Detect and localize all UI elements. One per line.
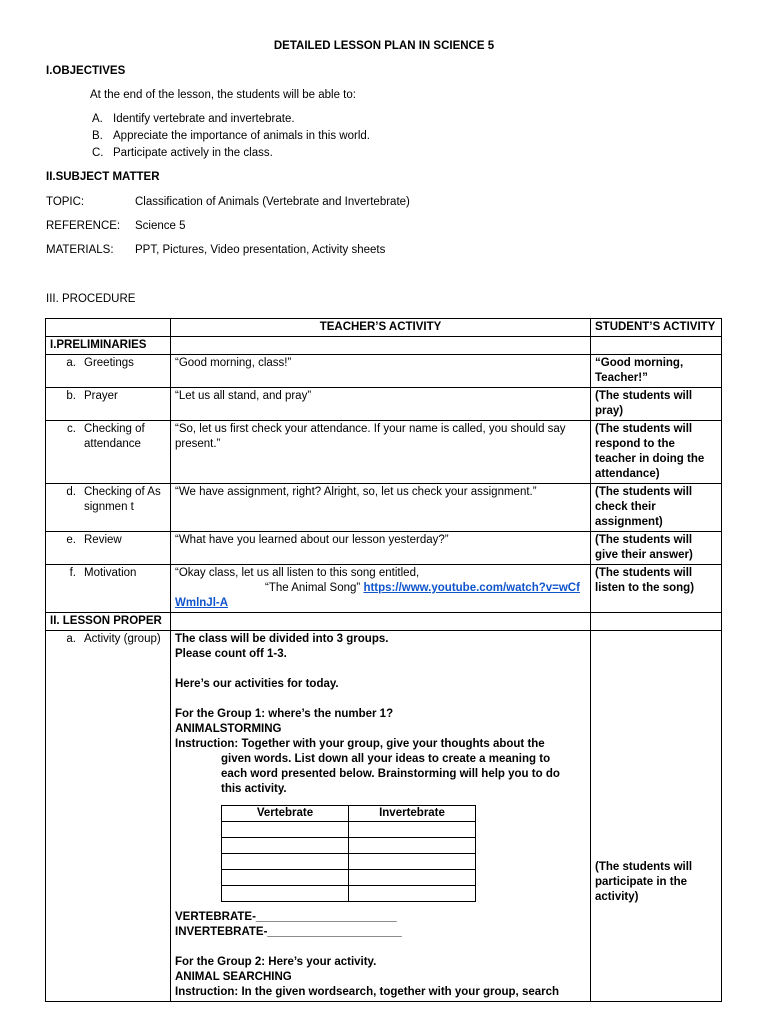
- activity-line: Here’s our activities for today.: [175, 678, 339, 690]
- header-blank-cell: [46, 319, 171, 337]
- reference-value: Science 5: [135, 220, 186, 232]
- objectives-heading: I.OBJECTIVES: [46, 65, 126, 77]
- step-letter: a.: [66, 633, 76, 645]
- step-label: Checking of Assignmen t: [84, 486, 161, 513]
- step-label: Greetings: [84, 357, 134, 369]
- blank-cell: [222, 886, 349, 902]
- step-letter: b.: [66, 390, 76, 402]
- step-label: Activity (group): [84, 633, 161, 645]
- student-activity-header: STUDENT’S ACTIVITY: [591, 319, 722, 337]
- procedure-table: [45, 318, 722, 1002]
- teacher-cell: [171, 565, 591, 613]
- student-cell: (The students will give their answer): [591, 532, 722, 565]
- blank-cell: [222, 822, 349, 838]
- student-cell: (The students will check their assignment): [591, 484, 722, 532]
- blank-cell: [349, 838, 476, 854]
- teacher-cell: “What have you learned about our lesson yesterday?”: [171, 532, 591, 565]
- activity-line: Please count off 1-3.: [175, 648, 287, 660]
- teacher-activity-header: TEACHER’S ACTIVITY: [171, 319, 591, 337]
- table-row: [46, 484, 722, 532]
- document-title: DETAILED LESSON PLAN IN SCIENCE 5: [273, 40, 495, 52]
- group2-line: For the Group 2: Here’s your activity.: [175, 956, 377, 968]
- objective-text: Participate actively in the class.: [113, 147, 273, 159]
- group2-title: ANIMAL SEARCHING: [175, 971, 292, 983]
- step-letter: d.: [66, 486, 76, 498]
- instruction-text: Together with your group, give your thoughts about the: [241, 738, 545, 750]
- group1-title: ANIMALSTORMING: [175, 723, 282, 735]
- step-letter: e.: [66, 534, 76, 546]
- blank-cell: [222, 870, 349, 886]
- song-title: “The Animal Song”: [265, 582, 361, 594]
- step-letter: f.: [69, 567, 76, 579]
- teacher-cell: “We have assignment, right? Alright, so, let us check your assignment.”: [171, 484, 591, 532]
- motivation-line: “Okay class, let us all listen to this song entitled,: [175, 567, 420, 579]
- table-row: [46, 532, 722, 565]
- objective-text: Appreciate the importance of animals in this world.: [113, 130, 370, 142]
- topic-label: TOPIC:: [46, 196, 85, 208]
- lesson-proper-heading: II. LESSON PROPER: [46, 613, 171, 631]
- blank-cell: [349, 886, 476, 902]
- student-cell: (The students will pray): [591, 388, 722, 421]
- invertebrate-header: Invertebrate: [349, 806, 476, 822]
- activity-row: [46, 631, 722, 1002]
- teacher-cell: “Let us all stand, and pray”: [171, 388, 591, 421]
- objectives-intro: At the end of the lesson, the students will be able to:: [90, 89, 356, 101]
- objective-letter: A.: [92, 113, 103, 125]
- instruction-text: In the given wordsearch, together with your group, search: [241, 986, 560, 998]
- preliminaries-heading: I.PRELIMINARIES: [46, 337, 171, 355]
- objective-letter: B.: [92, 130, 103, 142]
- step-letter: c.: [67, 423, 76, 435]
- motivation-row: [46, 565, 722, 613]
- procedure-heading: III. PROCEDURE: [46, 293, 136, 305]
- brainstorm-table: [221, 805, 476, 902]
- vertebrate-blank: VERTEBRATE-______________________: [175, 911, 397, 923]
- objective-text: Identify vertebrate and invertebrate.: [113, 113, 295, 125]
- group1-line: For the Group 1: where’s the number 1?: [175, 708, 394, 720]
- invertebrate-blank: INVERTEBRATE-_____________________: [175, 926, 402, 938]
- song-link[interactable]: https://www.youtube.com/watch?v=wCfWmlnJl-A: [175, 582, 580, 609]
- step-label: Checking of attendance: [84, 423, 145, 450]
- student-cell: (The students will participate in the activity): [595, 861, 693, 903]
- table-row: [46, 355, 722, 388]
- student-cell: (The students will respond to the teacher in doing the attendance): [591, 421, 722, 484]
- blank-cell: [349, 870, 476, 886]
- step-label: Prayer: [84, 390, 118, 402]
- table-row: [46, 421, 722, 484]
- instruction-label: Instruction:: [175, 738, 239, 750]
- subject-matter-heading: II.SUBJECT MATTER: [46, 171, 160, 183]
- activity-line: The class will be divided into 3 groups.: [175, 633, 389, 645]
- blank-cell: [222, 854, 349, 870]
- materials-value: PPT, Pictures, Video presentation, Activity sheets: [135, 244, 386, 256]
- blank-cell: [349, 822, 476, 838]
- step-label: Review: [84, 534, 122, 546]
- activity-teacher-cell: [171, 631, 591, 1002]
- student-cell: “Good morning, Teacher!”: [591, 355, 722, 388]
- vertebrate-header: Vertebrate: [222, 806, 349, 822]
- student-cell: (The students will listen to the song): [591, 565, 722, 613]
- blank-cell: [349, 854, 476, 870]
- step-label: Motivation: [84, 567, 137, 579]
- lesson-proper-row: [46, 613, 722, 631]
- topic-value: Classification of Animals (Vertebrate and Invertebrate): [135, 196, 410, 208]
- step-letter: a.: [66, 357, 76, 369]
- materials-label: MATERIALS:: [46, 244, 114, 256]
- teacher-cell: “Good morning, class!”: [171, 355, 591, 388]
- instruction-text-cont: given words. List down all your ideas to create a meaning to each word presented below. Brainstorming will help you to do this activity.: [221, 753, 560, 795]
- reference-label: REFERENCE:: [46, 220, 121, 232]
- instruction-label: Instruction:: [175, 986, 239, 998]
- teacher-cell: “So, let us first check your attendance. If your name is called, you should say present.”: [171, 421, 591, 484]
- objective-letter: C.: [92, 147, 104, 159]
- table-row: [46, 388, 722, 421]
- table-header-row: [46, 319, 722, 337]
- preliminaries-row: [46, 337, 722, 355]
- blank-cell: [222, 838, 349, 854]
